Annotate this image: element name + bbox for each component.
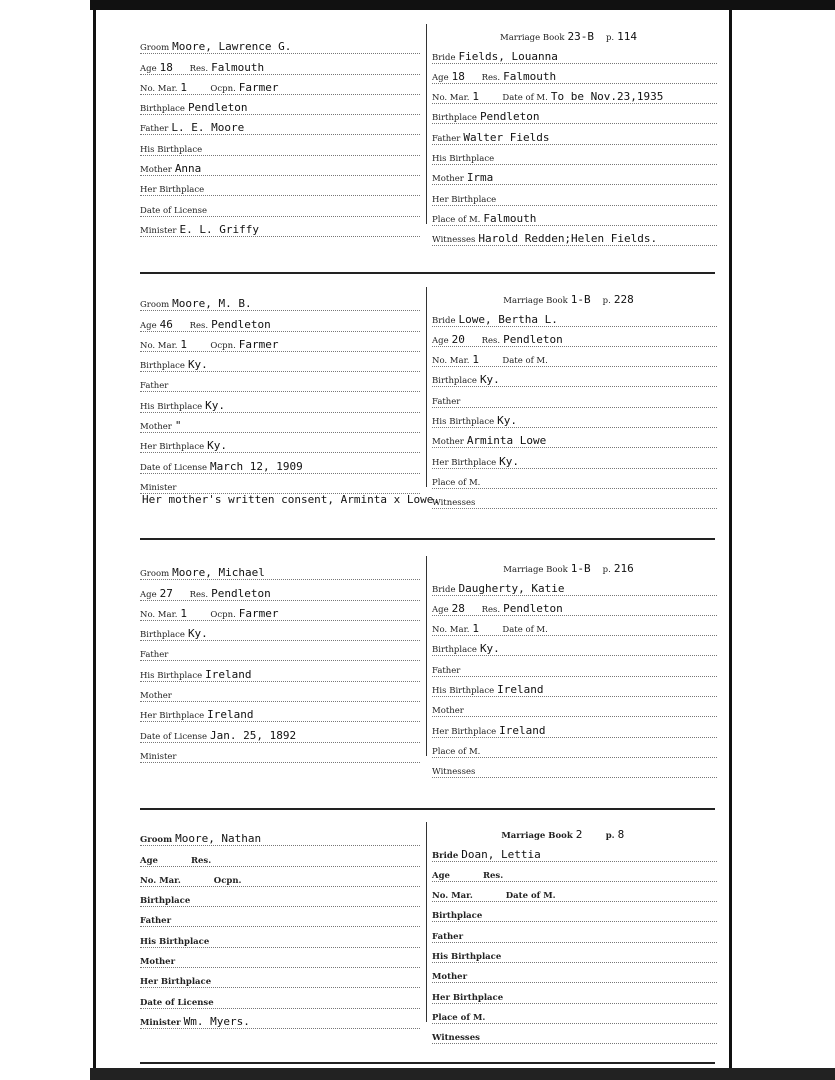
bride-row-her-bp: [432, 717, 717, 737]
groom-row-her-bp: [140, 176, 420, 196]
groom-groom-value: Moore, M. B.: [172, 297, 252, 311]
scan-border-right: [729, 0, 732, 1080]
bride-row-witnesses: [432, 1024, 717, 1044]
groom-groom-value: Moore, Michael: [172, 566, 265, 580]
groom-row-mother: [140, 413, 420, 433]
bride-bride-value: Doan, Lettia: [461, 847, 541, 861]
groom-minister-value: E. L. Griffy: [179, 222, 259, 236]
column-divider: [426, 822, 427, 1022]
groom-row-groom: [140, 34, 420, 54]
field-label: Birthplace: [432, 376, 477, 387]
groom-mother-value: Anna: [174, 162, 202, 176]
bride-column: [432, 287, 717, 509]
bride-row-his-bp: [432, 943, 717, 963]
bride-column: [432, 24, 717, 246]
field-label: Her Birthplace: [140, 442, 205, 453]
page-value: 8: [617, 828, 625, 842]
field-label: Marriage Book: [503, 296, 568, 307]
groom-his-bp-value: Ireland: [205, 667, 252, 681]
groom-birthplace-value: Pendleton: [187, 101, 248, 115]
groom-age-value: 27: [159, 586, 173, 600]
bride-her-bp-value: Ky.: [499, 454, 520, 468]
groom-row-father: [140, 115, 420, 135]
field-label: Her Birthplace: [432, 194, 497, 205]
field-label: Groom: [140, 300, 170, 311]
field-label: Age: [432, 72, 449, 83]
field-label: His Birthplace: [432, 154, 495, 165]
field-label: Age: [140, 589, 157, 600]
field-label: Bride: [432, 52, 456, 63]
bride-place-m-value: Falmouth: [483, 211, 537, 225]
field-label: Age: [432, 335, 449, 346]
bride-row-bride: [432, 841, 717, 861]
bride-bride-value: Lowe, Bertha L.: [458, 312, 558, 326]
field-label: Bride: [432, 584, 456, 595]
bride-row-age: [432, 596, 717, 616]
bride-row-nomar: [432, 882, 717, 902]
field-label: Date of M.: [502, 625, 548, 636]
field-label: Bride: [432, 315, 456, 326]
groom-nomar-value: 1: [180, 337, 188, 351]
bride-row-birthplace: [432, 104, 717, 124]
groom-groom-value: Moore, Nathan: [175, 832, 262, 846]
groom-row-mother: [140, 682, 420, 702]
field-label: Her Birthplace: [140, 711, 205, 722]
bride-nomar-value: 1: [472, 353, 480, 367]
marriage-book-row: [432, 556, 717, 575]
bride-row-nomar: [432, 616, 717, 636]
page-value: 114: [617, 30, 638, 44]
field-label: Place of M.: [432, 214, 481, 225]
marriage-book-value: 1-B: [570, 562, 591, 576]
groom-row-license: [140, 722, 420, 742]
field-label: Witnesses: [432, 767, 476, 778]
field-label: p.: [605, 33, 615, 44]
bride-father-value: Walter Fields: [463, 130, 550, 144]
bride-age-value: 28: [451, 601, 465, 615]
field-label: Date of M.: [505, 891, 556, 902]
field-label: Minister: [140, 751, 177, 762]
groom-row-father: [140, 907, 420, 927]
groom-column: [140, 826, 420, 1029]
field-label: No. Mar.: [432, 356, 470, 367]
field-label: Her Birthplace: [140, 185, 205, 196]
bride-row-birthplace: [432, 902, 717, 922]
bride-witnesses-value: Harold Redden;Helen Fields.: [478, 232, 658, 246]
groom-row-nomar: [140, 601, 420, 621]
field-label: Mother: [432, 437, 464, 448]
field-label: No. Mar.: [140, 875, 181, 886]
field-label: No. Mar.: [432, 891, 473, 902]
bride-res-value: Pendleton: [503, 601, 563, 615]
scan-border-left: [93, 0, 96, 1080]
groom-row-license: [140, 196, 420, 216]
groom-res-value: Falmouth: [211, 60, 265, 74]
field-label: Father: [140, 124, 169, 135]
field-label: Age: [140, 63, 157, 74]
groom-groom-value: Moore, Lawrence G.: [172, 40, 292, 54]
field-label: Birthplace: [432, 113, 477, 124]
bride-row-his-bp: [432, 145, 717, 165]
bride-row-his-bp: [432, 408, 717, 428]
groom-column: [140, 291, 420, 494]
bride-his-bp-value: Ireland: [497, 683, 544, 697]
bride-date-m-value: To be Nov.23,1935: [550, 90, 664, 104]
field-label: His Birthplace: [140, 401, 203, 412]
field-label: No. Mar.: [140, 609, 178, 620]
bride-row-mother: [432, 428, 717, 448]
field-label: Father: [432, 665, 461, 676]
field-label: Minister: [140, 482, 177, 493]
groom-row-birthplace: [140, 887, 420, 907]
field-label: Witnesses: [432, 1033, 480, 1044]
bride-nomar-value: 1: [472, 622, 480, 636]
column-divider: [426, 556, 427, 756]
page-value: 216: [613, 562, 634, 576]
bride-row-bride: [432, 575, 717, 595]
bride-row-age: [432, 327, 717, 347]
groom-row-his-bp: [140, 927, 420, 947]
field-label: Father: [432, 931, 464, 942]
field-label: His Birthplace: [140, 144, 203, 155]
field-label: Her Birthplace: [432, 457, 497, 468]
field-label: Marriage Book: [499, 33, 565, 44]
groom-row-her-bp: [140, 702, 420, 722]
field-label: No. Mar.: [432, 625, 470, 636]
groom-father-value: L. E. Moore: [171, 121, 245, 135]
field-label: No. Mar.: [140, 340, 178, 351]
bride-row-witnesses: [432, 226, 717, 246]
field-label: Birthplace: [140, 630, 185, 641]
field-label: Her Birthplace: [432, 992, 504, 1003]
field-label: Date of License: [140, 997, 214, 1008]
groom-row-mother: [140, 948, 420, 968]
bride-res-value: Falmouth: [503, 69, 557, 83]
marriage-book-value: 23-B: [567, 30, 594, 44]
field-label: Place of M.: [432, 477, 481, 488]
groom-row-groom: [140, 291, 420, 311]
field-label: Bride: [432, 850, 459, 861]
field-label: Birthplace: [432, 645, 477, 656]
bride-row-age: [432, 64, 717, 84]
field-label: Father: [140, 916, 172, 927]
groom-row-license: [140, 453, 420, 473]
field-label: Father: [140, 650, 169, 661]
field-label: p.: [605, 831, 615, 842]
groom-row-license: [140, 988, 420, 1008]
bride-row-place-m: [432, 206, 717, 226]
field-label: p.: [602, 565, 611, 576]
field-label: Mother: [140, 422, 172, 433]
field-label: Witnesses: [432, 498, 476, 509]
bride-res-value: Pendleton: [503, 332, 563, 346]
field-label: Mother: [140, 691, 172, 702]
field-label: His Birthplace: [140, 936, 210, 947]
field-label: Date of License: [140, 205, 208, 216]
marriage-book-value: 2: [575, 828, 583, 842]
bride-age-value: 20: [451, 332, 465, 346]
bride-row-father: [432, 124, 717, 144]
marriage-book-row: [432, 24, 717, 43]
bride-row-birthplace: [432, 367, 717, 387]
field-label: Marriage Book: [503, 565, 568, 576]
field-label: Mother: [432, 972, 468, 983]
field-label: His Birthplace: [140, 670, 203, 681]
field-label: Father: [432, 133, 461, 144]
bride-row-father: [432, 656, 717, 676]
bride-row-father: [432, 387, 717, 407]
groom-row-his-bp: [140, 661, 420, 681]
scan-border-top: [90, 0, 835, 10]
field-label: Groom: [140, 43, 170, 54]
field-label: Res.: [189, 320, 209, 331]
bride-her-bp-value: Ireland: [499, 723, 546, 737]
field-label: Witnesses: [432, 235, 476, 246]
bride-mother-value: Arminta Lowe: [466, 434, 547, 448]
bride-row-his-bp: [432, 677, 717, 697]
groom-row-her-bp: [140, 433, 420, 453]
field-label: Mother: [432, 706, 464, 717]
field-label: Birthplace: [432, 911, 483, 922]
bride-row-mother: [432, 697, 717, 717]
field-label: Her Birthplace: [432, 726, 497, 737]
page-value: 228: [613, 293, 634, 307]
bride-row-witnesses: [432, 489, 717, 509]
bride-birthplace-value: Ky.: [479, 373, 500, 387]
column-divider: [426, 287, 427, 487]
field-label: Ocpn.: [210, 83, 236, 94]
field-label: Date of M.: [502, 356, 548, 367]
bride-row-place-m: [432, 1004, 717, 1024]
field-label: Groom: [140, 835, 173, 846]
field-label: Minister: [140, 225, 177, 236]
bride-bride-value: Fields, Louanna: [458, 49, 558, 63]
column-divider: [426, 24, 427, 224]
field-label: Marriage Book: [501, 831, 573, 842]
groom-license-value: March 12, 1909: [210, 459, 303, 473]
marriage-book-row: [432, 287, 717, 306]
groom-row-mother: [140, 156, 420, 176]
field-label: No. Mar.: [140, 83, 178, 94]
field-label: His Birthplace: [432, 686, 495, 697]
bride-his-bp-value: Ky.: [497, 414, 518, 428]
field-label: Date of License: [140, 731, 208, 742]
field-label: Res.: [189, 589, 209, 600]
record-separator: [140, 538, 715, 540]
groom-row-nomar: [140, 75, 420, 95]
groom-license-value: Jan. 25, 1892: [210, 728, 297, 742]
field-label: Father: [140, 381, 169, 392]
field-label: Ocpn.: [213, 875, 242, 886]
field-label: p.: [602, 296, 611, 307]
groom-row-birthplace: [140, 621, 420, 641]
groom-minister-value: Wm. Myers.: [183, 1014, 250, 1028]
bride-row-place-m: [432, 738, 717, 758]
field-label: Groom: [140, 569, 170, 580]
groom-ocpn-value: Farmer: [238, 337, 279, 351]
field-label: Place of M.: [432, 1012, 486, 1023]
groom-row-birthplace: [140, 352, 420, 372]
marriage-book-row: [432, 822, 717, 841]
field-label: Father: [432, 396, 461, 407]
bride-column: [432, 556, 717, 778]
field-label: Minister: [140, 1017, 181, 1028]
groom-row-his-bp: [140, 392, 420, 412]
groom-birthplace-value: Ky.: [187, 627, 208, 641]
groom-row-age: [140, 846, 420, 866]
field-label: Age: [140, 855, 158, 866]
field-label: Mother: [432, 174, 464, 185]
groom-row-minister: [140, 474, 420, 494]
groom-row-groom: [140, 826, 420, 846]
groom-row-minister: [140, 743, 420, 763]
groom-mother-value: ": [174, 419, 182, 433]
field-label: Her Birthplace: [140, 977, 212, 988]
groom-res-value: Pendleton: [211, 317, 271, 331]
groom-age-value: 46: [159, 317, 173, 331]
marriage-book-value: 1-B: [570, 293, 591, 307]
field-label: Age: [432, 604, 449, 615]
groom-age-value: 18: [159, 60, 173, 74]
record-separator: [140, 808, 715, 810]
field-label: His Birthplace: [432, 417, 495, 428]
field-label: Birthplace: [140, 104, 185, 115]
bride-row-place-m: [432, 469, 717, 489]
field-label: Mother: [140, 957, 176, 968]
groom-ocpn-value: Farmer: [238, 606, 279, 620]
bride-row-witnesses: [432, 758, 717, 778]
record-separator: [140, 272, 715, 274]
groom-row-nomar: [140, 867, 420, 887]
groom-res-value: Pendleton: [211, 586, 271, 600]
field-label: Res.: [481, 72, 501, 83]
field-label: His Birthplace: [432, 952, 502, 963]
bride-row-birthplace: [432, 636, 717, 656]
field-label: Res.: [482, 870, 504, 881]
bride-row-father: [432, 922, 717, 942]
bride-birthplace-value: Pendleton: [479, 110, 540, 124]
field-label: Birthplace: [140, 896, 191, 907]
field-label: Date of M.: [502, 93, 548, 104]
bride-row-her-bp: [432, 448, 717, 468]
bride-row-nomar: [432, 347, 717, 367]
field-label: Mother: [140, 165, 172, 176]
bride-mother-value: Irma: [466, 171, 494, 185]
groom-her-bp-value: Ky.: [207, 439, 228, 453]
groom-his-bp-value: Ky.: [205, 398, 226, 412]
bride-birthplace-value: Ky.: [479, 642, 500, 656]
field-label: Date of License: [140, 462, 208, 473]
field-label: Ocpn.: [210, 609, 236, 620]
bride-row-bride: [432, 43, 717, 63]
groom-nomar-value: 1: [180, 80, 188, 94]
groom-row-age: [140, 580, 420, 600]
groom-row-birthplace: [140, 95, 420, 115]
bride-row-nomar: [432, 84, 717, 104]
bride-bride-value: Daugherty, Katie: [458, 581, 565, 595]
field-label: Res.: [189, 63, 209, 74]
field-label: Place of M.: [432, 746, 481, 757]
field-label: Birthplace: [140, 361, 185, 372]
bride-row-age: [432, 862, 717, 882]
groom-row-her-bp: [140, 968, 420, 988]
groom-birthplace-value: Ky.: [187, 358, 208, 372]
scan-border-bottom: [90, 1068, 835, 1080]
record-note: Her mother's written consent, Arminta x Lowe.: [142, 493, 441, 506]
field-label: Ocpn.: [210, 340, 236, 351]
groom-her-bp-value: Ireland: [207, 708, 254, 722]
field-label: Res.: [481, 335, 501, 346]
bride-row-her-bp: [432, 185, 717, 205]
bride-row-mother: [432, 165, 717, 185]
field-label: Res.: [481, 604, 501, 615]
groom-ocpn-value: Farmer: [238, 80, 279, 94]
groom-column: [140, 560, 420, 763]
field-label: Res.: [190, 855, 212, 866]
record-separator: [140, 1062, 715, 1064]
groom-column: [140, 34, 420, 237]
bride-row-mother: [432, 963, 717, 983]
groom-row-age: [140, 54, 420, 74]
groom-row-his-bp: [140, 135, 420, 155]
field-label: Age: [140, 320, 157, 331]
groom-row-nomar: [140, 332, 420, 352]
groom-row-groom: [140, 560, 420, 580]
bride-row-bride: [432, 306, 717, 326]
groom-row-minister: [140, 1009, 420, 1029]
groom-row-father: [140, 372, 420, 392]
bride-nomar-value: 1: [472, 90, 480, 104]
field-label: Age: [432, 870, 450, 881]
groom-row-father: [140, 641, 420, 661]
groom-nomar-value: 1: [180, 606, 188, 620]
field-label: No. Mar.: [432, 93, 470, 104]
groom-row-minister: [140, 217, 420, 237]
bride-row-her-bp: [432, 983, 717, 1003]
bride-age-value: 18: [451, 69, 465, 83]
bride-column: [432, 822, 717, 1044]
groom-row-age: [140, 311, 420, 331]
